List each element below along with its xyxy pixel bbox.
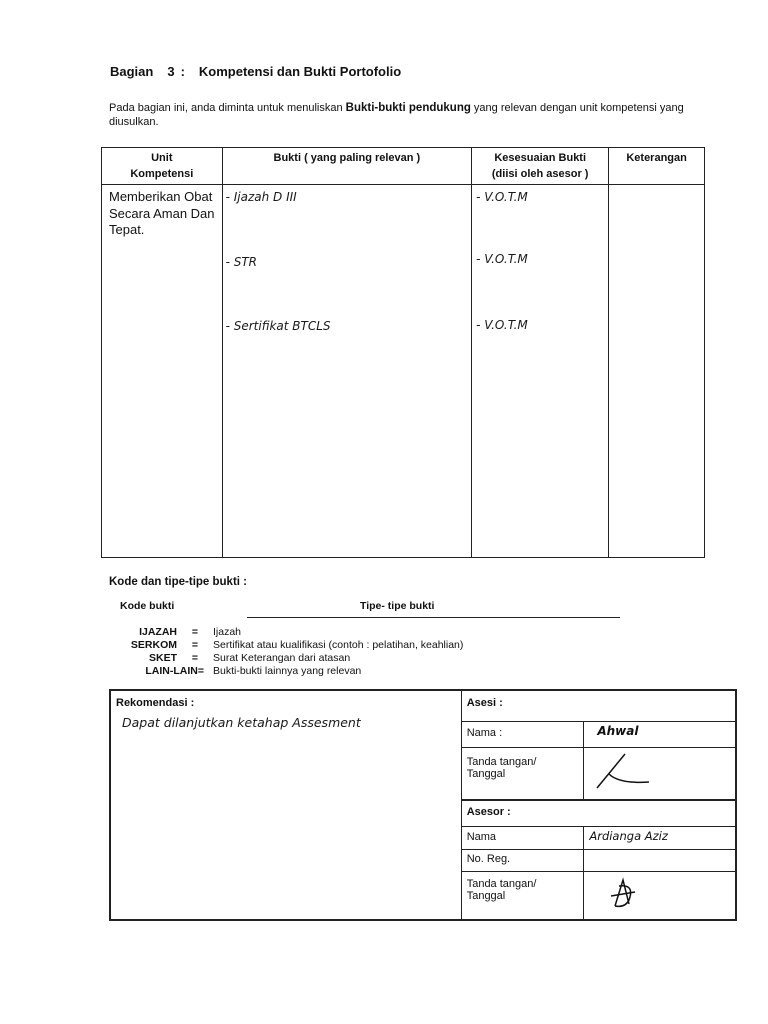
- asesor-header: Asesor :: [461, 800, 736, 827]
- kode-row: [67, 627, 241, 638]
- header-kesesuaian: [472, 148, 609, 185]
- unit-kompetensi-text: Memberikan Obat Secara Aman Dan Tepat.: [109, 189, 215, 237]
- bukti-item: - STR: [225, 255, 258, 269]
- kesesuaian-item: - V.O.T.M: [476, 318, 528, 332]
- bukti-item: - Sertifikat BTCLS: [225, 319, 331, 333]
- kode-desc: Bukti-bukti lainnya yang relevan: [213, 665, 362, 677]
- kode-eq: =: [191, 652, 199, 664]
- asesi-nama-value: Ahwal: [597, 724, 639, 738]
- asesor-signature: [589, 874, 659, 914]
- header-bukti: Bukti ( yang paling relevan ): [222, 148, 472, 185]
- kode-row: [67, 666, 361, 677]
- asesor-nama-cell: [584, 827, 736, 850]
- competency-row: [102, 185, 705, 558]
- section-label: Bagian: [110, 64, 154, 79]
- competency-header-row: [102, 148, 705, 185]
- kode-code: SERKOM: [130, 639, 177, 651]
- kesesuaian-item: - V.O.T.M: [476, 190, 528, 204]
- asesi-header: Asesi :: [461, 690, 736, 722]
- unit-cell: [102, 185, 223, 558]
- rekomendasi-cell: [110, 690, 461, 920]
- kode-eq: =: [191, 639, 199, 651]
- asesi-signature-cell: [584, 748, 736, 801]
- keterangan-cell: [609, 185, 705, 558]
- asesor-nama-label: Nama: [461, 827, 584, 850]
- section-separator: :: [180, 64, 185, 79]
- header-kesesuaian-line1: Kesesuaian Bukti: [494, 152, 587, 164]
- asesi-nama-cell: [584, 722, 736, 748]
- intro-bold: Bukti-bukti pendukung: [345, 102, 471, 114]
- kode-title: Kode dan tipe-tipe bukti :: [109, 576, 247, 588]
- intro-paragraph: [109, 101, 735, 129]
- kesesuaian-cell: [472, 185, 609, 558]
- kode-eq: =: [191, 626, 199, 638]
- kode-code: LAIN-LAIN=: [145, 665, 204, 677]
- bukti-item: - Ijazah D III: [225, 190, 297, 204]
- rekomendasi-table: [109, 689, 737, 921]
- rekomendasi-value: Dapat dilanjutkan ketahap Assesment: [122, 715, 361, 730]
- header-unit: [102, 148, 223, 185]
- kode-divider: [247, 617, 620, 618]
- asesor-ttd-label: [461, 872, 584, 921]
- intro-text-1: Pada bagian ini, anda diminta untuk menuliskan: [109, 102, 346, 114]
- header-unit-line1: Unit: [151, 152, 173, 164]
- asesi-ttd-line2: Tanggal: [466, 768, 506, 780]
- kode-code: IJAZAH: [139, 626, 177, 638]
- section-title: [110, 64, 401, 79]
- kode-desc: Sertifikat atau kualifikasi (contoh : pelatihan, keahlian): [213, 639, 464, 651]
- kode-desc: Surat Keterangan dari atasan: [213, 652, 351, 664]
- asesor-nama-value: Ardianga Aziz: [589, 829, 668, 843]
- asesi-ttd-label: [461, 748, 584, 801]
- rek-row: [110, 690, 736, 722]
- asesor-signature-cell: [584, 872, 736, 921]
- header-keterangan: Keterangan: [609, 148, 705, 185]
- section-heading: Kompetensi dan Bukti Portofolio: [198, 64, 402, 79]
- asesi-nama-label: Nama :: [461, 722, 584, 748]
- asesor-ttd-line2: Tanggal: [466, 890, 506, 902]
- kode-desc: Ijazah: [213, 626, 242, 638]
- asesi-ttd-line1: Tanda tangan/: [466, 756, 537, 768]
- rekomendasi-label: Rekomendasi :: [116, 697, 195, 709]
- header-unit-line2: Kompetensi: [130, 168, 194, 180]
- kode-col-kode: Kode bukti: [120, 600, 175, 612]
- asesor-ttd-line1: Tanda tangan/: [466, 878, 537, 890]
- section-number: 3: [167, 64, 175, 79]
- bukti-cell: [222, 185, 472, 558]
- asesi-signature: [589, 750, 659, 794]
- header-kesesuaian-line2: (diisi oleh asesor ): [491, 168, 589, 180]
- asesor-noreg-value: [584, 850, 736, 872]
- kode-row: [67, 640, 463, 651]
- kode-code: SKET: [148, 652, 177, 664]
- asesor-noreg-label: No. Reg.: [461, 850, 584, 872]
- intro-text-2: yang relevan dengan unit kompetensi yang diusulkan.: [109, 102, 684, 128]
- kode-row: [67, 653, 350, 664]
- kode-col-tipe: Tipe- tipe bukti: [360, 600, 435, 612]
- kesesuaian-item: - V.O.T.M: [476, 252, 528, 266]
- competency-table: [101, 147, 705, 558]
